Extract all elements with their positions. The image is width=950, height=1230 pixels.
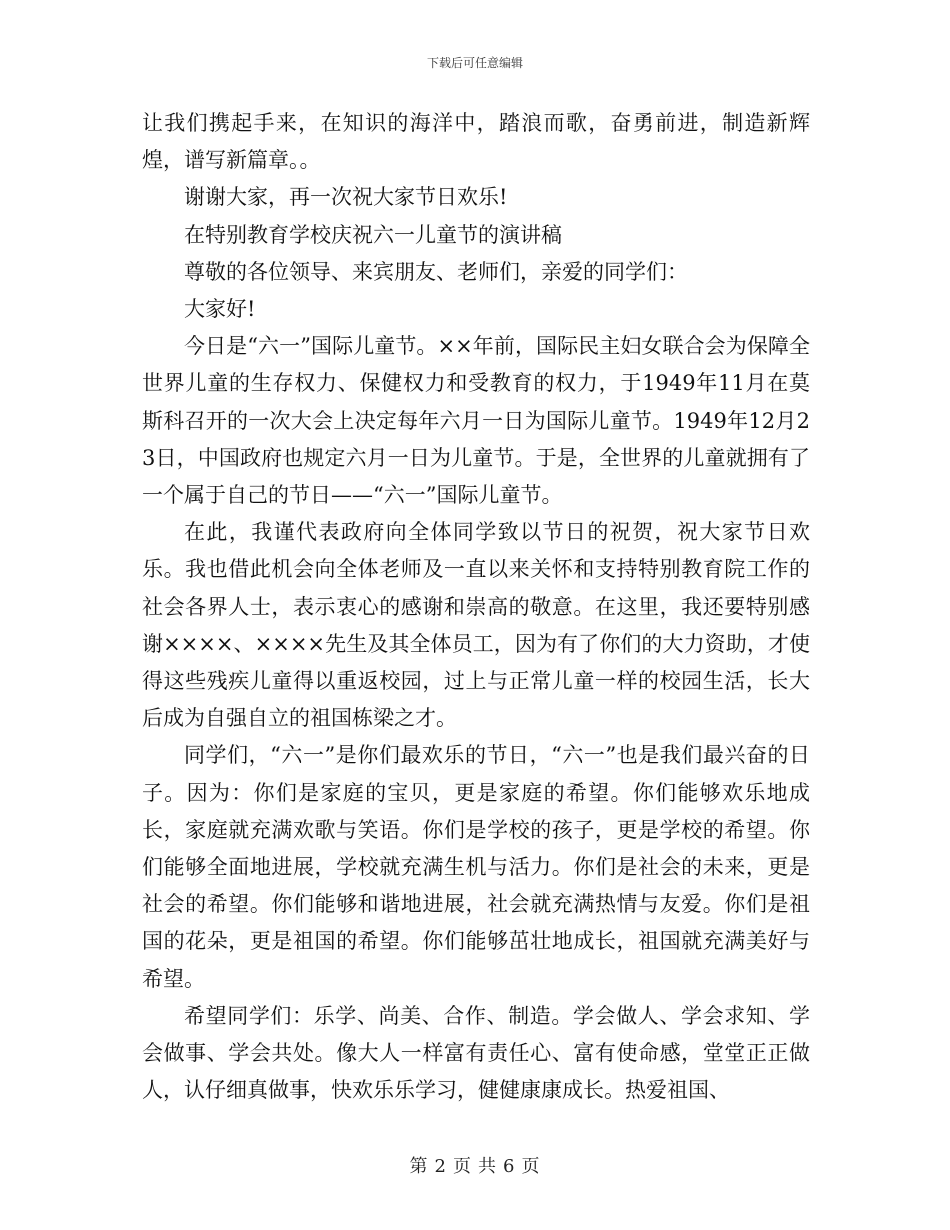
footer-total-unit: 页 <box>521 1156 541 1177</box>
paragraph-continuation: 让我们携起手来，在知识的海洋中，踏浪而歌，奋勇前进，制造新辉煌，谱写新篇章。。 <box>142 111 810 173</box>
document-body <box>142 105 810 1109</box>
footer-total-label: 共 <box>478 1156 497 1177</box>
paragraph-thanks: 谢谢大家，再一次祝大家节日欢乐! <box>184 185 508 210</box>
paragraph-hopes: 希望同学们：乐学、尚美、合作、制造。学会做人、学会求知、学会做事、学会共处。像大人一样富有责任心、富有使命感，堂堂正正做人，认仔细真做事，快欢乐乐学习，健健康康成长。热爱祖国、 <box>142 1003 810 1103</box>
page-header: 下载后可任意编辑 <box>426 56 523 70</box>
paragraph-gratitude: 在此，我谨代表政府向全体同学致以节日的祝贺，祝大家节日欢乐。我也借此机会向全体老师及一直以来关怀和支持特别教育院工作的社会各界人士，表示衷心的感谢和崇高的敬意。在这里，我还要特别感谢××××、××××先生及其全体员工，因为有了你们的大力资助，才使得这些残疾儿童得以重返校园，过上与正常儿童一样的校园生活，长大后成为自强自立的祖国栋梁之才。 <box>142 520 810 731</box>
page-footer <box>0 1152 950 1178</box>
greeting: 大家好! <box>184 297 256 322</box>
footer-page-label: 第 <box>409 1156 429 1177</box>
speech-title: 在特别教育学校庆祝六一儿童节的演讲稿 <box>184 222 562 247</box>
footer-page-number: 2 <box>434 1156 447 1177</box>
salutation: 尊敬的各位领导、来宾朋友、老师们，亲爱的同学们： <box>184 259 688 284</box>
footer-page-unit: 页 <box>453 1156 472 1177</box>
paragraph-history: 今日是“六一”国际儿童节。××年前，国际民主妇女联合会为保障全世界儿童的生存权力、保健权力和受教育的权力，于1949年11月在莫斯科召开的一次大会上决定每年六月一日为国际儿童节。1949年12月23日，中国政府也规定六月一日为儿童节。于是，全世界的儿童就拥有了一个属于自己的节日——“六一”国际儿童节。 <box>142 334 810 508</box>
footer-total-pages: 6 <box>503 1156 516 1177</box>
paragraph-students: 同学们，“六一”是你们最欢乐的节日，“六一”也是我们最兴奋的日子。因为：你们是家庭的宝贝，更是家庭的希望。你们能够欢乐地成长，家庭就充满欢歌与笑语。你们是学校的孩子，更是学校的希望。你们能够全面地进展，学校就充满生机与活力。你们是社会的未来，更是社会的希望。你们能够和谐地进展，社会就充满热情与友爱。你们是祖国的花朵，更是祖国的希望。你们能够茁壮地成长，祖国就充满美好与希望。 <box>142 743 810 991</box>
